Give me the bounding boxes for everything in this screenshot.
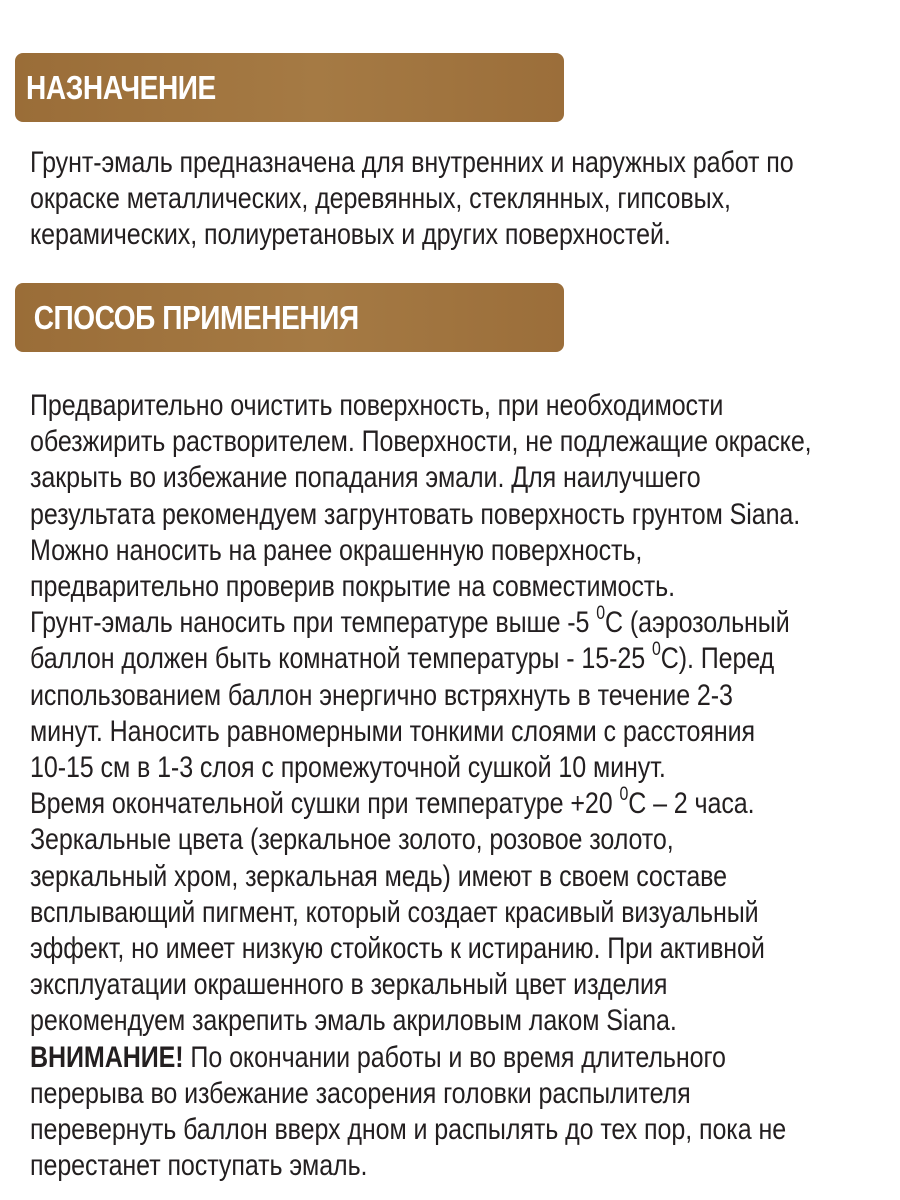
section-header-usage [15,283,564,352]
text-line: перерыва во избежание засорения головки распылителя [30,1076,691,1110]
text-line: использованием баллон энергично встряхнуть в течение 2-3 [30,678,733,712]
text-line: обезжирить растворителем. Поверхности, не подлежащие окраске, [30,425,812,459]
usage-paragraph [30,388,882,1184]
degree-superscript: 0 [651,639,661,661]
section-title-purpose: НАЗНАЧЕНИЕ [26,68,216,106]
text-fragment: баллон должен быть комнатной температуры - 15-25 [30,642,652,676]
text-line: эффект, но имеет низкую стойкость к истиранию. При активной [30,932,765,966]
text-line: Зеркальные цвета (зеркальное золото, розовое золото, [30,823,674,857]
text-line: результата рекомендуем загрунтовать поверхность грунтом Siana. [30,497,801,531]
text-line: предварительно проверив покрытие на совместимость. [30,570,676,604]
text-line: минут. Наносить равномерными тонкими слоями с расстояния [30,714,756,748]
temperature-line-balloon [30,641,882,677]
section-title-usage: СПОСОБ ПРИМЕНЕНИЯ [33,298,359,336]
text-line: Грунт-эмаль предназначена для внутренних и наружных работ по [30,146,794,179]
text-line: рекомендуем закрепить эмаль акриловым лаком Siana. [30,1004,677,1038]
drying-time-line [30,786,882,822]
text-line: керамических, полиуретановых и других поверхностей. [30,218,671,252]
text-fragment: Время окончательной сушки при температуре +20 [30,787,620,821]
purpose-paragraph [30,145,882,254]
text-line: зеркальный хром, зеркальная медь) имеют в своем составе [30,859,727,893]
text-fragment: С). Перед [660,642,775,676]
text-line: перевернуть баллон вверх дном и распылять до тех пор, пока не [30,1113,787,1147]
text-fragment: С (аэрозольный [605,606,790,640]
warning-label: ВНИМАНИЕ! [30,1040,184,1074]
text-line: закрыть во избежание попадания эмали. Для наилучшего [30,461,701,495]
degree-superscript: 0 [619,784,629,806]
text-fragment: По окончании работы и во время длительного [183,1040,726,1074]
temperature-line-application [30,605,882,641]
text-line: перестанет поступать эмаль. [30,1149,368,1183]
text-line: Можно наносить на ранее окрашенную поверхность, [30,533,643,567]
text-line: 10-15 см в 1-3 слоя с промежуточной сушкой 10 минут. [30,751,666,785]
text-line: эксплуатации окрашенного в зеркальный цвет изделия [30,968,668,1002]
text-fragment: С – 2 часа. [628,787,755,821]
section-header-purpose [15,53,564,122]
text-fragment: Грунт-эмаль наносить при температуре выше -5 [30,606,597,640]
text-line: Предварительно очистить поверхность, при необходимости [30,389,724,422]
warning-line [30,1040,882,1076]
text-line: окраске металлических, деревянных, стеклянных, гипсовых, [30,182,731,216]
degree-superscript: 0 [596,603,606,625]
text-line: всплывающий пигмент, который создает красивый визуальный [30,895,759,929]
